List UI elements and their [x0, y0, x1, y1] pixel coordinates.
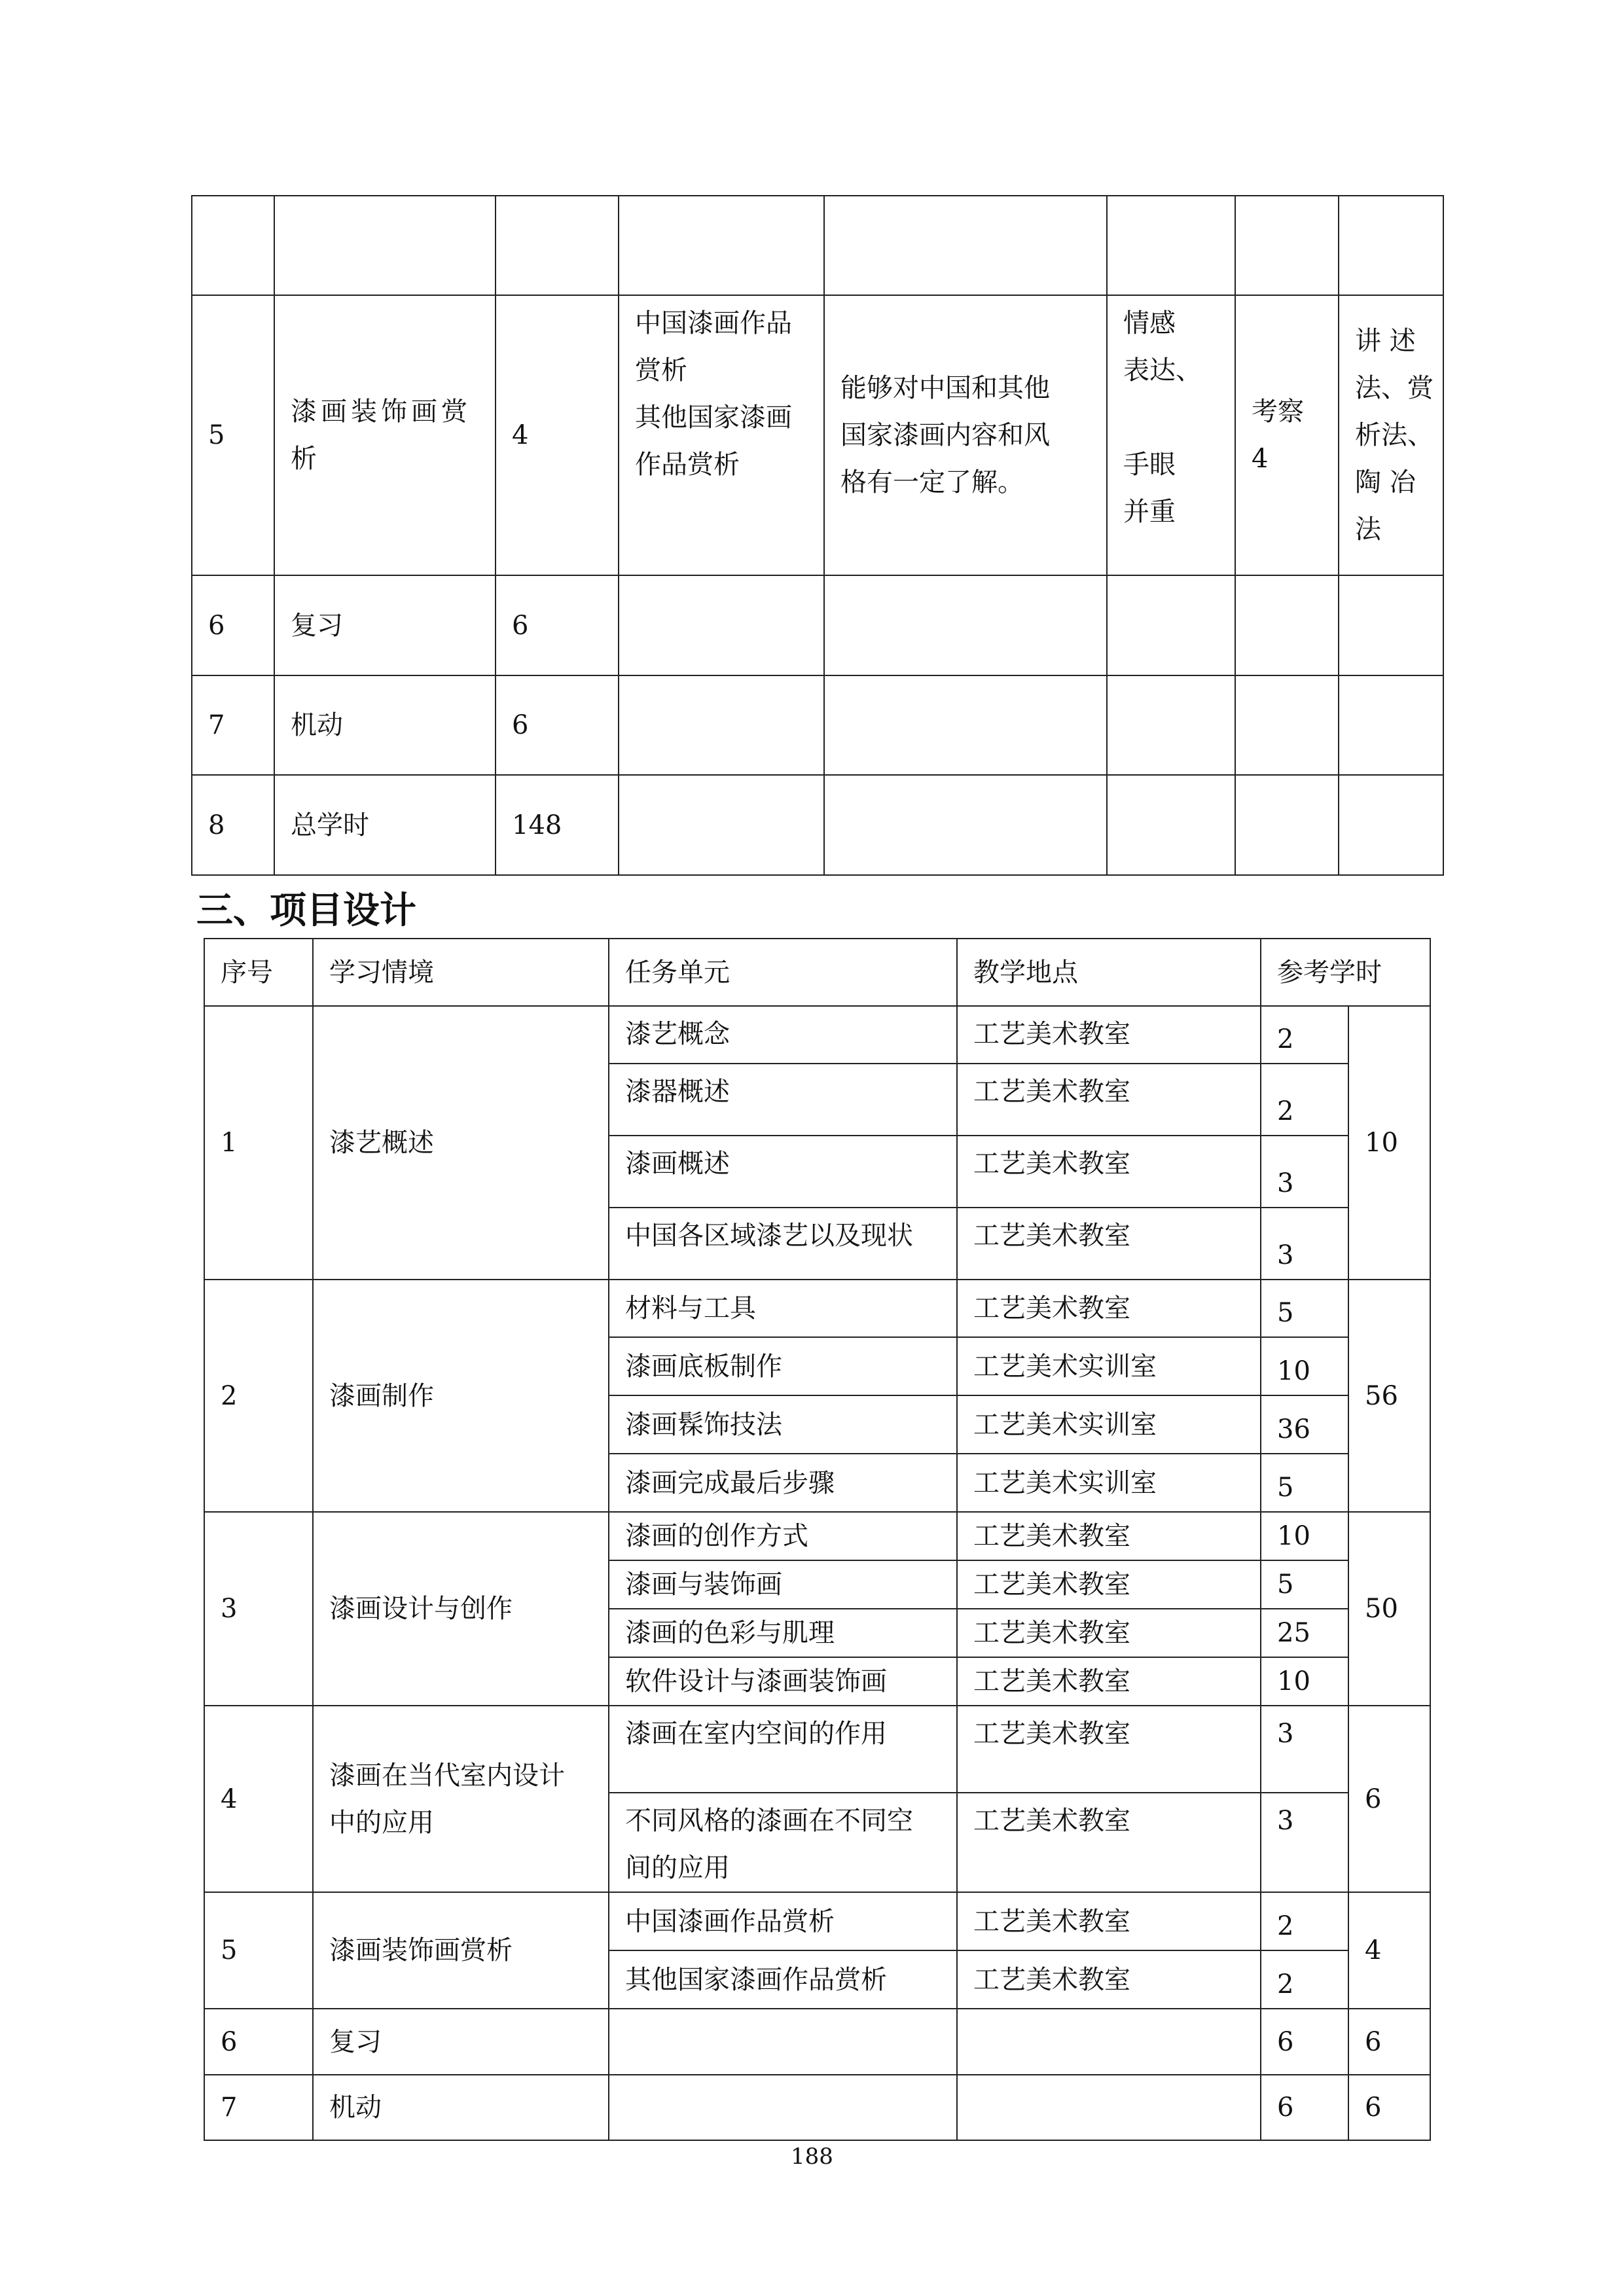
- hours-cell: 3: [1261, 1793, 1348, 1892]
- hours-cell: 2: [1261, 1006, 1348, 1064]
- quality-cell: [1107, 295, 1235, 575]
- seq-cell: 5: [204, 1892, 313, 2009]
- unit-cell: 漆画在室内空间的作用: [609, 1706, 957, 1793]
- unit-cell: 漆画底板制作: [609, 1337, 957, 1395]
- seq-cell: 6: [192, 575, 274, 675]
- empty-cell: [1107, 775, 1235, 875]
- hours-cell: 6: [1261, 2075, 1348, 2140]
- table-row: [204, 2009, 1430, 2075]
- empty-cell: [1235, 775, 1339, 875]
- empty-cell: [824, 775, 1107, 875]
- table-row: [204, 1280, 1430, 1337]
- empty-cell: [619, 575, 824, 675]
- hours-cell: 2: [1261, 1892, 1348, 1950]
- header-unit: 任务单元: [609, 939, 957, 1006]
- unit-cell: 漆器概述: [609, 1064, 957, 1136]
- goal-line: 格有一定了解。: [840, 467, 1024, 497]
- table-row: [204, 1512, 1430, 1560]
- unit-cell: 漆画的色彩与肌理: [609, 1609, 957, 1657]
- unit-line: 中国漆画作品: [635, 308, 792, 338]
- unit-cell: [609, 2009, 957, 2075]
- hours-cell: 2: [1261, 1950, 1348, 2009]
- context-text: 漆画装饰画赏析: [291, 397, 471, 474]
- place-cell: 工艺美术教室: [957, 1512, 1261, 1560]
- course-plan-table-continued: [191, 195, 1444, 876]
- context-cell: 总学时: [274, 775, 496, 875]
- place-cell: 工艺美术实训室: [957, 1454, 1261, 1512]
- seq-cell: 4: [204, 1706, 313, 1892]
- unit-cell: 漆画完成最后步骤: [609, 1454, 957, 1512]
- goal-cell: [824, 295, 1107, 575]
- empty-cell: [192, 196, 274, 295]
- total-cell: 50: [1348, 1512, 1430, 1706]
- table-row: [192, 196, 1443, 295]
- empty-cell: [1107, 196, 1235, 295]
- place-cell: 工艺美术教室: [957, 1064, 1261, 1136]
- empty-cell: [1107, 575, 1235, 675]
- hours-cell: 10: [1261, 1512, 1348, 1560]
- seq-cell: 1: [204, 1006, 313, 1280]
- unit-cell: 漆艺概念: [609, 1006, 957, 1064]
- place-cell: [957, 2075, 1261, 2140]
- context-cell: 机动: [313, 2075, 609, 2140]
- unit-cell: 中国各区域漆艺以及现状: [609, 1208, 957, 1280]
- unit-cell: 材料与工具: [609, 1280, 957, 1337]
- unit-line: 作品赏析: [635, 450, 740, 480]
- section-title: 三、项目设计: [196, 889, 416, 932]
- page-number: 188: [791, 2144, 833, 2170]
- context-line: 漆画在当代室内设计: [329, 1760, 565, 1791]
- hours-cell: 3: [1261, 1208, 1348, 1280]
- unit-cell: 漆画的创作方式: [609, 1512, 957, 1560]
- empty-cell: [619, 775, 824, 875]
- empty-cell: [1235, 675, 1339, 775]
- seq-cell: 3: [204, 1512, 313, 1706]
- quality-line: 情感: [1123, 308, 1176, 338]
- table-row: [192, 675, 1443, 775]
- hours-cell: 6: [496, 575, 619, 675]
- unit-cell: 其他国家漆画作品赏析: [609, 1950, 957, 2009]
- hours-cell: 25: [1261, 1609, 1348, 1657]
- quality-line: 并重: [1123, 497, 1176, 527]
- place-cell: 工艺美术教室: [957, 1950, 1261, 2009]
- header-seq: 序号: [204, 939, 313, 1006]
- unit-line: 其他国家漆画: [635, 403, 792, 433]
- header-context: 学习情境: [313, 939, 609, 1006]
- method-line: 法、赏: [1355, 373, 1434, 403]
- table-row: [192, 775, 1443, 875]
- empty-cell: [1235, 575, 1339, 675]
- unit-cell: 漆画概述: [609, 1136, 957, 1208]
- unit-cell: 漆画与装饰画: [609, 1560, 957, 1609]
- empty-cell: [1339, 575, 1443, 675]
- place-cell: 工艺美术教室: [957, 1657, 1261, 1706]
- place-cell: 工艺美术教室: [957, 1706, 1261, 1793]
- empty-cell: [1339, 775, 1443, 875]
- place-cell: 工艺美术教室: [957, 1208, 1261, 1280]
- place-cell: 工艺美术教室: [957, 1136, 1261, 1208]
- hours-cell: 3: [1261, 1706, 1348, 1793]
- context-cell: 漆画装饰画赏析: [313, 1892, 609, 2009]
- seq-cell: 2: [204, 1280, 313, 1512]
- quality-line: 表达、: [1123, 355, 1202, 386]
- total-cell: 10: [1348, 1006, 1430, 1280]
- total-cell: 6: [1348, 2075, 1430, 2140]
- project-design-table: [204, 938, 1431, 2141]
- unit-cell: [609, 1793, 957, 1892]
- place-cell: 工艺美术教室: [957, 1892, 1261, 1950]
- hours-cell: 5: [1261, 1560, 1348, 1609]
- empty-cell: [1339, 196, 1443, 295]
- hours-cell: 36: [1261, 1395, 1348, 1454]
- hours-cell: 148: [496, 775, 619, 875]
- hours-cell: 5: [1261, 1454, 1348, 1512]
- place-cell: 工艺美术教室: [957, 1280, 1261, 1337]
- quality-line: 手眼: [1123, 450, 1176, 480]
- table-row: [204, 1706, 1430, 1793]
- seq-cell: 5: [192, 295, 274, 575]
- unit-cell: 软件设计与漆画装饰画: [609, 1657, 957, 1706]
- context-cell: 复习: [274, 575, 496, 675]
- seq-cell: 8: [192, 775, 274, 875]
- empty-cell: [274, 196, 496, 295]
- place-cell: 工艺美术教室: [957, 1609, 1261, 1657]
- place-cell: 工艺美术实训室: [957, 1337, 1261, 1395]
- unit-line: 间的应用: [625, 1853, 730, 1883]
- hours-cell: 2: [1261, 1064, 1348, 1136]
- method-line: 法: [1355, 514, 1381, 545]
- seq-cell: 7: [204, 2075, 313, 2140]
- method-line: 讲 述: [1355, 326, 1416, 356]
- table-row: [192, 295, 1443, 575]
- empty-cell: [824, 575, 1107, 675]
- place-cell: 工艺美术教室: [957, 1006, 1261, 1064]
- place-cell: 工艺美术教室: [957, 1560, 1261, 1609]
- table-row: [204, 1892, 1430, 1950]
- units-cell: [619, 295, 824, 575]
- table-row: [204, 1006, 1430, 1064]
- hours-cell: 6: [1261, 2009, 1348, 2075]
- goal-line: 能够对中国和其他: [840, 373, 1050, 403]
- table-row: [192, 575, 1443, 675]
- context-cell: 机动: [274, 675, 496, 775]
- empty-cell: [496, 196, 619, 295]
- goal-line: 国家漆画内容和风: [840, 420, 1050, 450]
- context-cell: 漆画设计与创作: [313, 1512, 609, 1706]
- unit-cell: 中国漆画作品赏析: [609, 1892, 957, 1950]
- place-cell: 工艺美术实训室: [957, 1395, 1261, 1454]
- context-cell: [313, 1706, 609, 1892]
- method-line: 陶 冶: [1355, 467, 1416, 497]
- unit-line: 赏析: [635, 355, 687, 386]
- quality-line: [1123, 394, 1235, 441]
- total-cell: 6: [1348, 1706, 1430, 1892]
- context-cell: 漆画制作: [313, 1280, 609, 1512]
- hours-cell: 5: [1261, 1280, 1348, 1337]
- total-cell: 56: [1348, 1280, 1430, 1512]
- assess-line: 考察: [1252, 397, 1304, 427]
- empty-cell: [1235, 196, 1339, 295]
- seq-cell: 6: [204, 2009, 313, 2075]
- assess-line: 4: [1252, 444, 1269, 474]
- header-hours: 参考学时: [1261, 939, 1430, 1006]
- empty-cell: [824, 196, 1107, 295]
- unit-line: 不同风格的漆画在不同空: [625, 1806, 913, 1836]
- total-cell: 4: [1348, 1892, 1430, 2009]
- context-cell: [274, 295, 496, 575]
- hours-cell: 3: [1261, 1136, 1348, 1208]
- unit-cell: [609, 2075, 957, 2140]
- hours-cell: 4: [496, 295, 619, 575]
- place-cell: 工艺美术教室: [957, 1793, 1261, 1892]
- hours-cell: 10: [1261, 1657, 1348, 1706]
- seq-cell: 7: [192, 675, 274, 775]
- table-row: [204, 2075, 1430, 2140]
- empty-cell: [619, 196, 824, 295]
- hours-cell: 6: [496, 675, 619, 775]
- hours-cell: 10: [1261, 1337, 1348, 1395]
- empty-cell: [1107, 675, 1235, 775]
- context-cell: 复习: [313, 2009, 609, 2075]
- context-line: 中的应用: [329, 1807, 434, 1838]
- table-header-row: [204, 939, 1430, 1006]
- method-line: 析法、: [1355, 420, 1434, 450]
- empty-cell: [1339, 675, 1443, 775]
- place-cell: [957, 2009, 1261, 2075]
- empty-cell: [824, 675, 1107, 775]
- assess-cell: [1235, 295, 1339, 575]
- total-cell: 6: [1348, 2009, 1430, 2075]
- unit-cell: 漆画髹饰技法: [609, 1395, 957, 1454]
- empty-cell: [619, 675, 824, 775]
- header-place: 教学地点: [957, 939, 1261, 1006]
- method-cell: [1339, 295, 1443, 575]
- context-cell: 漆艺概述: [313, 1006, 609, 1280]
